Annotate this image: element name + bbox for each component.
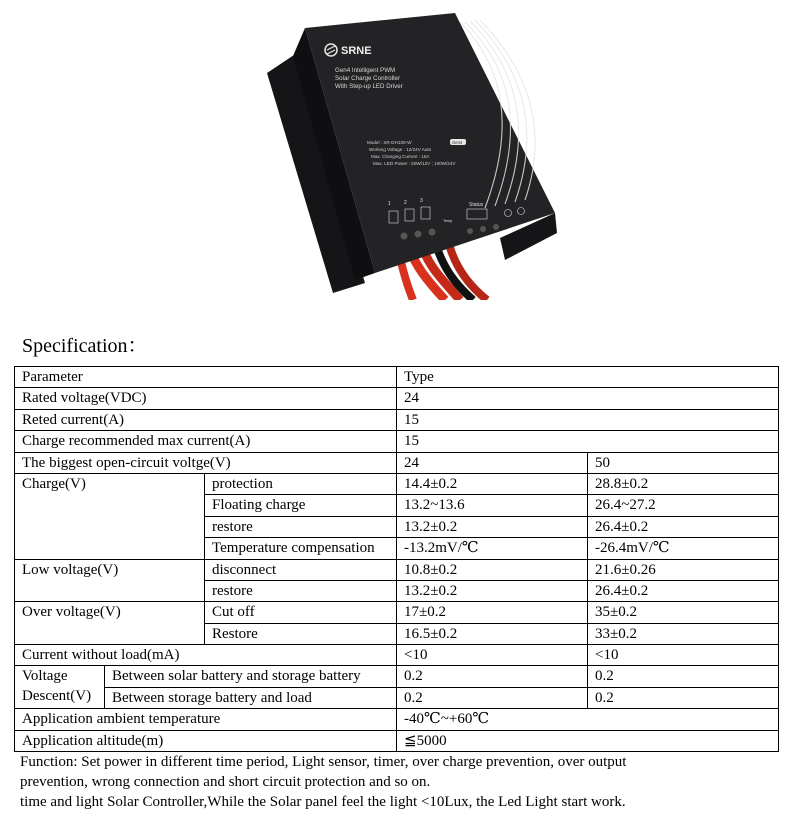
table-row [15,645,779,666]
table-row [15,709,779,730]
no-load-label: Current without load(mA) [15,645,397,666]
charge-item-v2: 26.4±0.2 [588,516,779,537]
over-voltage-item-v1: 17±0.2 [397,602,588,623]
svg-text:Gen4 Intelligent PWM Sol: Gen4 Intelligent PWM Solar Charge Controller With Step-up LED Driver [335,67,403,90]
voltage-descent-item-name: Between storage battery and load [105,687,397,708]
rated-current-value: 15 [397,409,779,430]
table-row [15,730,779,751]
low-voltage-item-v2: 26.4±0.2 [588,580,779,601]
voltage-descent-item-v2: 0.2 [588,687,779,708]
product-image [255,8,575,300]
charge-item-name: restore [205,516,397,537]
charge-item-v2: -26.4mV/℃ [588,538,779,559]
specification-heading: Specification： [22,335,148,357]
charge-item-name: protection [205,473,397,494]
table-row [15,473,779,494]
charge-item-v1: 13.2±0.2 [397,516,588,537]
low-voltage-label: Low voltage(V) [15,559,205,602]
voltage-descent-item-v2: 0.2 [588,666,779,687]
altitude-value: ≦5000 [397,730,779,751]
over-voltage-label: Over voltage(V) [15,602,205,645]
table-row [15,559,779,580]
over-voltage-item-v1: 16.5±0.2 [397,623,588,644]
low-voltage-item-name: restore [205,580,397,601]
low-voltage-item-v1: 10.8±0.2 [397,559,588,580]
table-row [15,431,779,452]
svg-text:Status: Status [469,202,484,208]
over-voltage-item-name: Cut off [205,602,397,623]
function-line-1: Function: Set power in different time period, Light sensor, timer, over charge prevention, over output [20,754,627,770]
rated-current-label: Reted current(A) [15,409,397,430]
over-voltage-item-v2: 35±0.2 [588,602,779,623]
charge-item-v2: 26.4~27.2 [588,495,779,516]
ambient-temp-label: Application ambient temperature [15,709,397,730]
open-circuit-v1: 24 [397,452,588,473]
charge-item-v1: 14.4±0.2 [397,473,588,494]
open-circuit-v2: 50 [588,452,779,473]
open-circuit-label: The biggest open-circuit voltge(V) [15,452,397,473]
table-row [15,666,779,687]
voltage-descent-item-v1: 0.2 [397,687,588,708]
function-line-2: prevention, wrong connection and short circuit protection and so on. [20,774,431,790]
ambient-temp-value: -40℃~+60℃ [397,709,779,730]
charge-label: Charge(V) [15,473,205,559]
charge-max-label: Charge recommended max current(A) [15,431,397,452]
charge-item-v1: 13.2~13.6 [397,495,588,516]
type-header: Type [397,367,779,388]
rated-voltage-value: 24 [397,388,779,409]
altitude-label: Application altitude(m) [15,730,397,751]
no-load-v2: <10 [588,645,779,666]
voltage-descent-label-line2: Descent(V) [22,688,92,705]
function-line-3: time and light Solar Controller,While the Solar panel feel the light <10Lux, the Led Light start work. [20,794,626,810]
voltage-descent-label-line1: Voltage [22,668,68,685]
charge-item-v1: -13.2mV/℃ [397,538,588,559]
svg-text:1 2 3: 1 2 3 [388,198,423,207]
table-row [15,388,779,409]
table-row [15,452,779,473]
voltage-descent-item-v1: 0.2 [397,666,588,687]
table-row [15,409,779,430]
charge-item-name: Temperature compensation [205,538,397,559]
table-row [15,367,779,388]
over-voltage-item-v2: 33±0.2 [588,623,779,644]
low-voltage-item-name: disconnect [205,559,397,580]
charge-max-value: 15 [397,431,779,452]
parameter-header: Parameter [15,367,397,388]
rated-voltage-label: Rated voltage(VDC) [15,388,397,409]
low-voltage-item-v1: 13.2±0.2 [397,580,588,601]
charge-item-name: Floating charge [205,495,397,516]
specification-table [14,366,779,752]
svg-text:Model : SR-DH100-W Worki: Model : SR-DH100-W Working Voltage : 12/24V Auto Max. Charging Current : 15A Max. LED Power : 50W/12V ; 100W/24V [367,140,456,166]
table-row [15,602,779,623]
svg-text:SRNE: SRNE [341,45,372,57]
charge-item-v2: 28.8±0.2 [588,473,779,494]
no-load-v1: <10 [397,645,588,666]
svg-text:Gen4: Gen4 [452,140,463,145]
svg-text:Temp: Temp [443,219,453,223]
table-row [15,687,779,708]
voltage-descent-label [15,666,105,709]
over-voltage-item-name: Restore [205,623,397,644]
function-description [20,752,780,812]
voltage-descent-item-name: Between solar battery and storage battery [105,666,397,687]
low-voltage-item-v2: 21.6±0.26 [588,559,779,580]
